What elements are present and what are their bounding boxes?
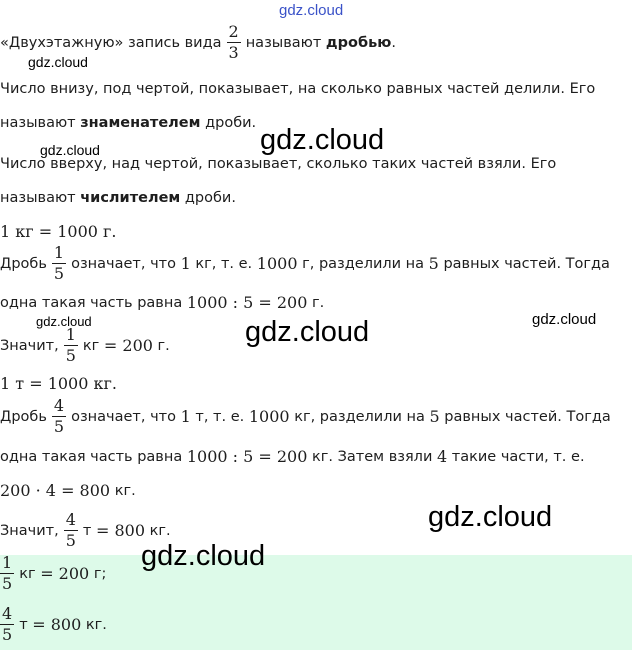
equation: = 200: [40, 564, 90, 583]
fraction-example: [227, 24, 241, 61]
text: Значит,: [0, 522, 59, 539]
text: кг.: [85, 616, 107, 633]
four-fifths-line-2: [0, 447, 585, 466]
number: 5: [429, 407, 440, 426]
text: г.: [157, 337, 170, 354]
fraction: [0, 555, 14, 592]
equation: = 800: [95, 521, 145, 540]
equation: = 800: [32, 615, 82, 634]
denominator: 3: [228, 43, 239, 62]
denominator: 5: [2, 625, 13, 644]
equation: = 200: [103, 336, 153, 355]
text: называют: [0, 190, 76, 206]
numerator: 2: [228, 22, 239, 41]
text: кг.: [114, 482, 136, 499]
denominator: 5: [53, 264, 65, 283]
denominator: 5: [53, 417, 65, 436]
watermark: gdz.cloud: [28, 54, 88, 70]
equation: 1000 : 5 = 200: [186, 293, 308, 312]
fraction: [52, 398, 66, 435]
denominator-line-2: [0, 115, 256, 131]
text: т: [82, 522, 92, 539]
answer-row-1: [0, 555, 106, 592]
number: 5: [428, 254, 439, 273]
text: означает, что: [71, 408, 176, 425]
fraction: [64, 512, 78, 549]
four-fifths-line-1: [0, 398, 611, 435]
text: т: [19, 616, 28, 633]
term: числителем: [80, 190, 181, 206]
text: Дробь: [0, 255, 47, 272]
denominator: 5: [65, 531, 76, 550]
number: 4: [437, 447, 448, 466]
number: 1: [180, 254, 191, 273]
numerator-line-1: [0, 156, 556, 172]
four-fifths-line-3: [0, 481, 136, 500]
text: называют: [0, 115, 76, 131]
text: г, разделили на: [302, 255, 425, 272]
number: 1000: [248, 407, 290, 426]
number: 1000: [256, 254, 298, 273]
equation-t: [0, 374, 117, 393]
text: кг, т. е.: [195, 255, 253, 272]
text: дроби.: [205, 115, 257, 131]
text: г;: [93, 565, 107, 582]
numerator: 1: [53, 243, 65, 262]
text: кг, разделили на: [294, 408, 425, 425]
fraction: [0, 606, 14, 643]
text: равных частей. Тогда: [443, 255, 610, 272]
watermark: gdz.cloud: [40, 142, 100, 158]
text: такие части, т. е.: [451, 448, 585, 465]
numerator-line-2: [0, 190, 236, 206]
watermark: gdz.cloud: [141, 540, 266, 572]
text: Число вверху, над чертой, показывает, сколько таких частей взяли. Его: [0, 156, 557, 172]
watermark: gdz.cloud: [428, 501, 553, 533]
numerator: 4: [65, 510, 76, 529]
watermark: gdz.cloud: [245, 316, 370, 348]
text: кг.: [149, 522, 171, 539]
numerator: 4: [53, 396, 65, 415]
watermark: gdz.cloud: [36, 314, 92, 329]
equation: 1000 : 5 = 200: [186, 447, 308, 466]
term: дробью: [325, 34, 392, 51]
numerator: 1: [2, 553, 13, 572]
numerator: 1: [65, 325, 76, 344]
fraction: [64, 327, 78, 364]
text: кг: [19, 565, 36, 582]
text: Число внизу, под чертой, показывает, на сколько равных частей делили. Его: [0, 81, 596, 97]
fraction: [52, 245, 66, 282]
number: 1: [180, 407, 191, 426]
equation-kg: [0, 222, 117, 241]
text: т, т. е.: [195, 408, 245, 425]
text: равных частей. Тогда: [444, 408, 611, 425]
numerator: 4: [2, 604, 13, 623]
watermark: gdz.cloud: [532, 311, 597, 328]
text: «Двухэтажную» запись вида: [0, 34, 222, 51]
equation: 1 т = 1000 кг.: [0, 374, 117, 393]
equation: 1 кг = 1000 г.: [0, 222, 117, 241]
watermark: gdz.cloud: [260, 124, 385, 156]
text: .: [391, 34, 396, 51]
text: одна такая часть равна: [0, 294, 183, 311]
text: кг: [82, 337, 100, 354]
text: Значит,: [0, 337, 59, 354]
text: кг. Затем взяли: [312, 448, 433, 465]
text: называют: [245, 34, 322, 51]
one-fifth-line-2: [0, 293, 324, 312]
denominator-line-1: [0, 81, 595, 97]
text: означает, что: [71, 255, 176, 272]
term: знаменателем: [80, 115, 201, 131]
conclusion-kg: [0, 327, 170, 364]
denominator: 5: [2, 574, 13, 593]
text: дроби.: [184, 190, 236, 206]
text: г.: [312, 294, 325, 311]
one-fifth-line-1: [0, 245, 610, 282]
denominator: 5: [65, 346, 76, 365]
text: одна такая часть равна: [0, 448, 183, 465]
answer-row-2: [0, 606, 107, 643]
watermark: gdz.cloud: [279, 2, 344, 19]
text: Дробь: [0, 408, 47, 425]
equation: 200 · 4 = 800: [0, 481, 111, 500]
